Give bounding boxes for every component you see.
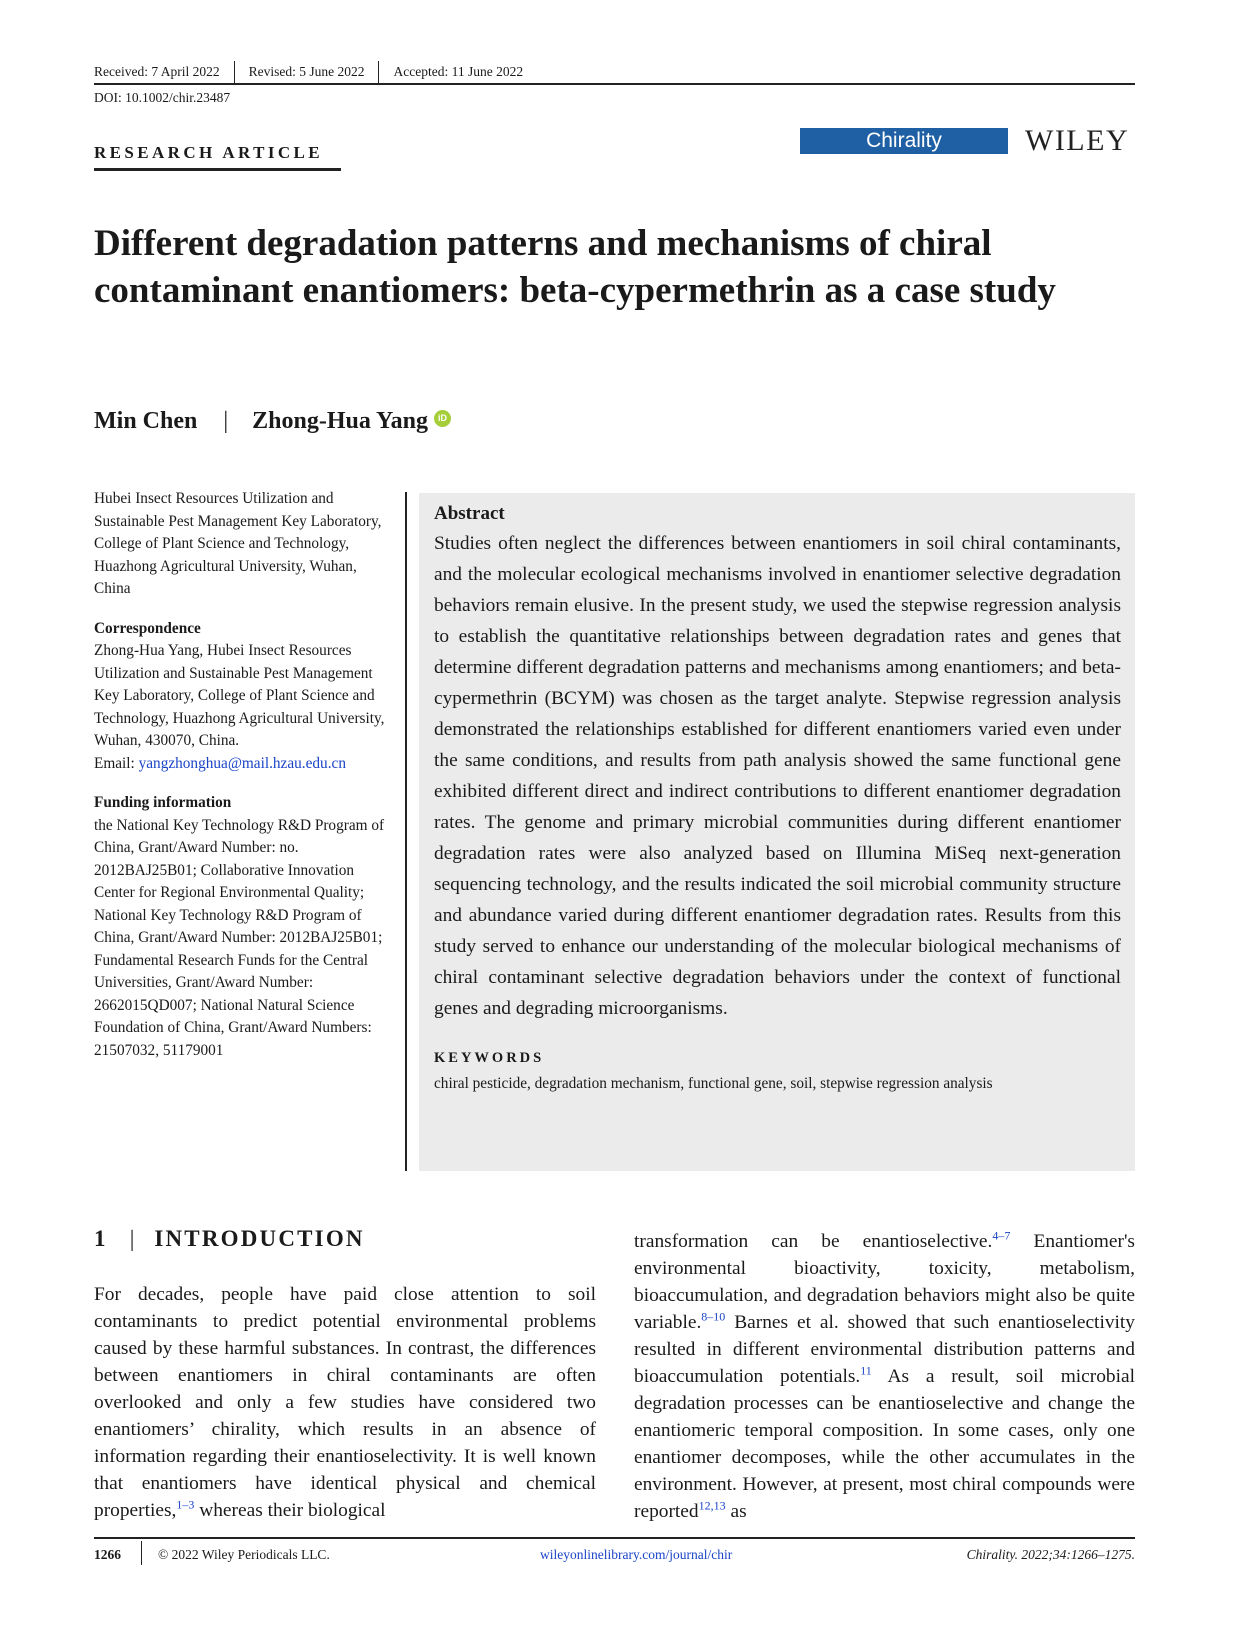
received-date: Received: 7 April 2022 [94, 64, 220, 79]
funding-block [94, 792, 394, 1062]
accepted-date: Accepted: 11 June 2022 [393, 64, 524, 79]
article-type-underline [94, 168, 341, 171]
footer-divider [141, 1541, 142, 1565]
body-text: For decades, people have paid close attention to soil contaminants to predict potential environmental problems caused by these harmful substances. In contrast, the differences between enantiomers in chiral contaminants are often overlooked and only a few studies have considered two enantiomers’ chirality, which results in an absence of information regarding their enantioselectivity. It is well known that enantiomers have identical physical and chemical properties, [94, 1284, 596, 1521]
body-text: as [725, 1501, 747, 1522]
intro-column-right [634, 1228, 1135, 1525]
footer-rule [94, 1537, 1135, 1539]
citation-link[interactable]: 11 [860, 1363, 872, 1378]
citation-link[interactable]: 1–3 [176, 1497, 195, 1512]
header-rule [94, 83, 1135, 85]
intro-column-left [94, 1281, 596, 1524]
citation-sup [701, 1310, 725, 1324]
citation-sup [992, 1229, 1010, 1243]
author-name[interactable]: Min Chen [94, 408, 198, 434]
author-separator: | [223, 408, 229, 434]
section-heading-introduction [94, 1226, 365, 1252]
body-text: As a result, soil microbial degradation processes can be enantioselective and change the enantiomeric temporal composition. In some cases, only one enantiomer decomposes, while the other accumulates in the environment. However, at present, most chiral compounds were reported [634, 1366, 1135, 1522]
page-number: 1266 [94, 1547, 121, 1562]
abstract-heading: Abstract [434, 503, 505, 524]
journal-badge[interactable]: Chirality [800, 128, 1008, 154]
article-history [94, 61, 1135, 83]
citation-link[interactable]: 8–10 [701, 1309, 726, 1324]
email-link[interactable]: yangzhonghua@mail.hzau.edu.cn [138, 754, 346, 772]
citation-link[interactable]: 4–7 [992, 1228, 1011, 1243]
abstract-text: Studies often neglect the differences between enantiomers in soil chiral contaminants, and the molecular ecological mechanisms involved in enantiomer selective degradation behaviors remain elusive. In the present study, we used the stepwise regression analysis to establish the quantitative relationships between degradation rates and genes that determine different degradation patterns and mechanisms among enantiomers; and beta-cypermethrin (BCYM) was chosen as the target analyte. Stepwise regression analysis demonstrated the relationships established for different enantiomers varied even under the same conditions, and results from path analysis showed the same functional gene exhibited different direct and indirect contributions to different enantiomer degradation rates. The genome and primary microbial communities during different enantiomer degradation rates were also analyzed based on Illumina MiSeq next-generation sequencing technology, and the results indicated the soil microbial community structure and abundance varied during different enantiomer degradation rates. Results from this study served to enhance our understanding of the molecular biological mechanisms of chiral contaminant selective degradation behaviors under the context of functional genes and degrading microorganisms. [434, 533, 1121, 1019]
keywords-list: chiral pesticide, degradation mechanism, functional gene, soil, stepwise regression analysis [434, 1075, 993, 1092]
article-title: Different degradation patterns and mechanisms of chiral contaminant enantiomers: beta-cypermethrin as a case study [94, 223, 1056, 311]
abstract-box [419, 493, 1135, 1171]
correspondence-heading: Correspondence [94, 619, 201, 637]
section-separator: | [129, 1226, 135, 1251]
copyright: © 2022 Wiley Periodicals LLC. [158, 1547, 330, 1562]
correspondence-block [94, 618, 394, 776]
revised-date: Revised: 5 June 2022 [248, 64, 365, 79]
keywords-heading: KEYWORDS [434, 1050, 545, 1066]
citation-link[interactable]: 12,13 [698, 1498, 726, 1513]
citation-sup [699, 1499, 726, 1513]
author-list [94, 408, 451, 435]
funding-text: the National Key Technology R&D Program of China, Grant/Award Number: no. 2012BAJ25B01; Collaborative Innovation Center for Regional Environmental Quality; National Key Technology R&D Program of China, Grant/Award Number: 2012BAJ25B01; Fundamental Research Funds for the Central Universities, Grant/Award Number: 2662015QD007; National Natural Science Foundation of China, Grant/Award Numbers: 21507032, 51179001 [94, 816, 385, 1059]
email-line [94, 753, 394, 776]
body-text: Enantiomer's environmental bioactivity, toxicity, metabolism, bioaccumulation, and degradation behaviors might also be quite variable. [634, 1231, 1135, 1333]
journal-url[interactable]: wileyonlinelibrary.com/journal/chir [540, 1547, 733, 1562]
body-text: transformation can be enantioselective. [634, 1231, 993, 1252]
citation-sup [176, 1498, 194, 1512]
email-label: Email: [94, 754, 139, 772]
citation-sup [860, 1364, 872, 1378]
correspondence-text: Zhong-Hua Yang, Hubei Insect Resources Utilization and Sustainable Pest Management Key Laboratory, College of Plant Science and Technology, Huazhong Agricultural University, Wuhan, 430070, China. [94, 642, 385, 749]
article-info-sidebar [94, 488, 394, 1079]
journal-citation: Chirality. 2022;34:1266–1275. [966, 1547, 1135, 1562]
body-text: Barnes et al. showed that such enantioselectivity resulted in different environmental distribution patterns and bioaccumulation potentials. [634, 1312, 1135, 1387]
sidebar-divider [405, 492, 407, 1171]
funding-heading: Funding information [94, 794, 232, 811]
publisher-logo[interactable]: WILEY [1025, 124, 1130, 157]
body-text: whereas their biological [194, 1500, 386, 1521]
history-divider [234, 61, 235, 85]
affiliation: Hubei Insect Resources Utilization and Sustainable Pest Management Key Laboratory, College of Plant Science and Technology, Huazhong Agricultural University, Wuhan, China [94, 490, 382, 597]
article-type: RESEARCH ARTICLE [94, 143, 324, 162]
author-name[interactable]: Zhong-Hua Yang [252, 408, 429, 434]
orcid-icon[interactable]: iD [434, 410, 451, 427]
history-divider [378, 61, 379, 85]
doi[interactable]: DOI: 10.1002/chir.23487 [94, 90, 231, 105]
section-title: INTRODUCTION [154, 1226, 365, 1251]
section-number: 1 [94, 1226, 108, 1251]
